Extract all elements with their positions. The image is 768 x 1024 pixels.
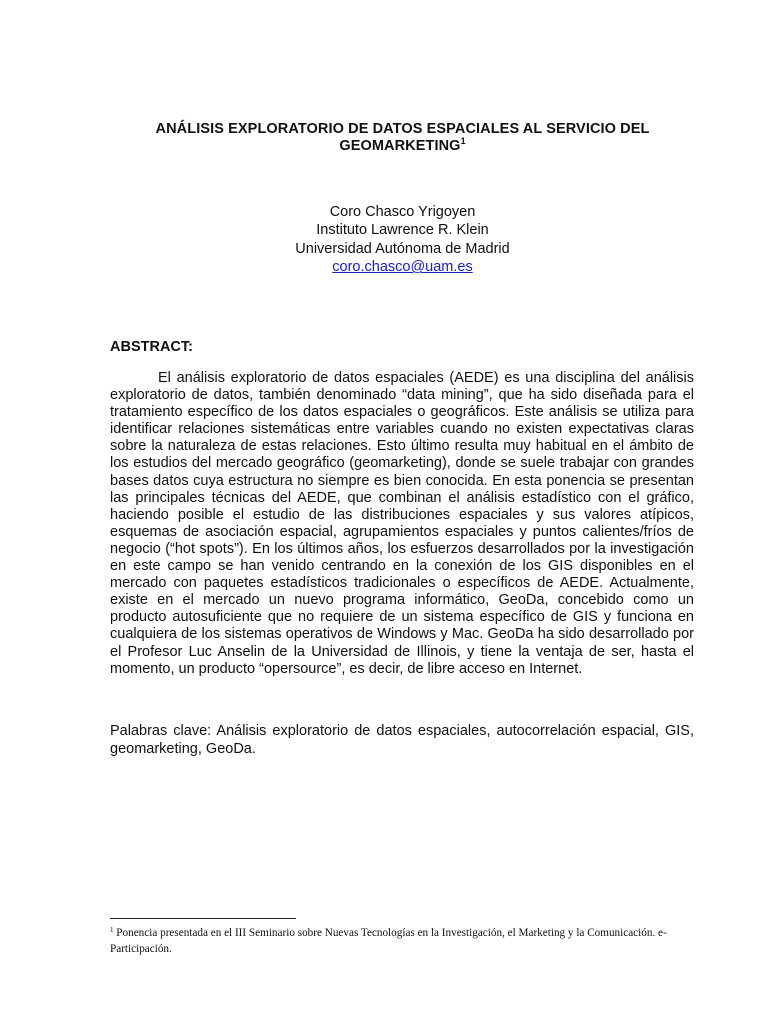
footnote	[110, 926, 700, 957]
author-block	[110, 203, 695, 277]
title-line-1: ANÁLISIS EXPLORATORIO DE DATOS ESPACIALES AL SERVICIO DEL	[155, 121, 650, 137]
title-footnote-mark: 1	[460, 136, 466, 146]
author-email-link[interactable]: coro.chasco@uam.es	[332, 259, 473, 276]
footnote-mark: 1	[110, 926, 114, 934]
author-email-line	[110, 258, 695, 276]
abstract-body: El análisis exploratorio de datos espaciales (AEDE) es una disciplina del análisis exploratorio de datos, también denominado “data mining”, que ha sido diseñada para el tratamiento específico de los datos espaciales o geográficos. Este análisis se utiliza para identificar relaciones sistemáticas entre variables cuando no existen expectativas claras sobre la naturaleza de estas relaciones. Esto último resulta muy habitual en el ámbito de los estudios del mercado geográfico (geomarketing), donde se suele trabajar con grandes bases datos cuya estructura no siempre es bien conocida. En esta ponencia se presentan las principales técnicas del AEDE, que combinan el análisis estadístico con el gráfico, haciendo posible el estudio de las distribuciones espaciales y sus valores atípicos, esquemas de asociación espacial, agrupamientos espaciales y puntos calientes/fríos de negocio (“hot spots”). En los últimos años, los esfuerzos desarrollados por la investigación en este campo se han venido centrando en la conexión de los GIS disponibles en el mercado con paquetes estadísticos tradicionales o específicos de AEDE. Actualmente, existe en el mercado un nuevo programa informático, GeoDa, concebido como un producto autosuficiente que no requiere de un sistema específico de GIS y funciona en cualquiera de los sistemas operativos de Windows y Mac. GeoDa ha sido desarrollado por el Profesor Luc Anselin de la Universidad de Illinois, y tiene la ventaja de ser, hasta el momento, un producto “opersource”, es decir, de libre acceso en Internet.	[110, 370, 694, 677]
footnote-divider	[110, 918, 296, 919]
title-line-2	[110, 138, 695, 155]
keywords-paragraph: Palabras clave: Análisis exploratorio de datos espaciales, autocorrelación espacial, GIS, geomarketing, GeoDa.	[110, 723, 694, 757]
author-university: Universidad Autónoma de Madrid	[295, 240, 510, 257]
paper-title	[110, 121, 695, 155]
title-line-2-text: GEOMARKETING	[339, 138, 461, 154]
author-name: Coro Chasco Yrigoyen	[329, 204, 476, 220]
author-institute: Instituto Lawrence R. Klein	[316, 222, 489, 239]
footnote-text: Ponencia presentada en el III Seminario sobre Nuevas Tecnologías en la Investigación, el Marketing y la Comunicación. e-Participación.	[110, 927, 667, 955]
abstract-heading: ABSTRACT:	[110, 339, 193, 355]
